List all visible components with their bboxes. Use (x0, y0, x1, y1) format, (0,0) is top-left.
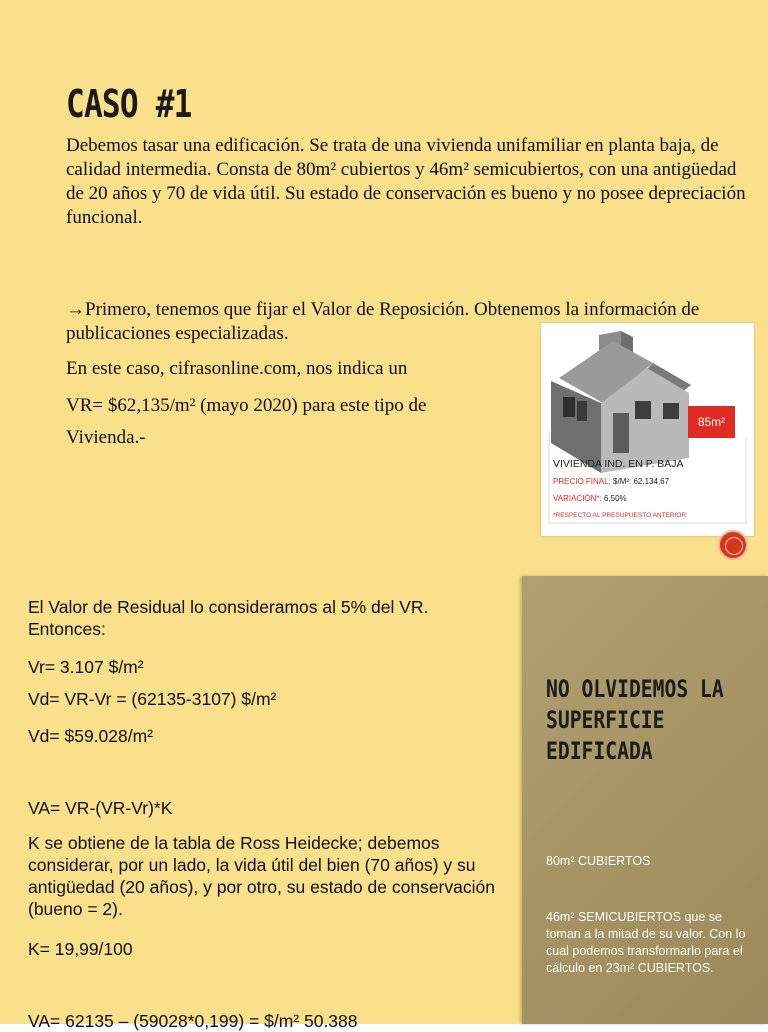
reposition-paragraph: →Primero, tenemos que fijar el Valor de Reposición. Obtenemos la información de publicaciones especializadas. (66, 299, 700, 344)
house-price-card (541, 323, 754, 536)
slide-calculo (0, 562, 768, 1031)
source-line: En este caso, cifrasonline.com, nos indica un (66, 358, 408, 379)
vd-formula-line: Vd= VR-Vr = (62135-3107) $/m² (28, 689, 277, 709)
area-badge: 85m² (688, 406, 735, 438)
k-explanation: K se obtiene de la tabla de Ross Heidecke; debemos considerar, por un lado, la vida útil del bien (70 años) y su antigüedad (20 años), y por otro, su estado de conservación (bueno = 2). (28, 833, 495, 919)
vr-line: VR= $62,135/m² (mayo 2020) para este tipo de (66, 395, 427, 416)
residual-paragraph: El Valor de Residual lo consideramos al 5% del VR. Entonces: (28, 597, 429, 639)
card-footnote: *RESPECTO AL PRESUPUESTO ANTERIOR (553, 512, 687, 519)
k-value-line: K= 19,99/100 (28, 939, 133, 959)
card-price (553, 477, 669, 486)
variation-label: VARIACIÓN*: (553, 494, 602, 503)
next-slide-button[interactable] (718, 530, 748, 560)
price-label: PRECIO FINAL: (553, 477, 611, 486)
covered-area-text: 80m² CUBIERTOS (546, 854, 651, 868)
card-variation (553, 494, 627, 503)
intro-paragraph: Debemos tasar una edificación. Se trata de una vivienda unifamiliar en planta baja, de calidad intermedia. Consta de 80m² cubiertos y 46m² semicubiertos, con una antigüedad de 20 años y 70 de vida útil. Su estado de conservación es bueno y no posee depreciación funcional. (66, 135, 746, 228)
slide-title: CASO #1 (66, 82, 192, 126)
surface-sidebar (522, 576, 768, 1024)
semicovered-area-text: 46m² SEMICUBIERTOS que se toman a la mitad de su valor. Con lo cual podemos transformarlo para el cálculo en 23m² CUBIERTOS. (546, 910, 746, 975)
vr-residual-line: Vr= 3.107 $/m² (28, 657, 144, 677)
card-title: VIVIENDA IND. EN P. BAJA (553, 458, 684, 470)
price-value: $/M²: 62.134,67 (613, 477, 670, 486)
va-formula-line: VA= VR-(VR-Vr)*K (28, 798, 173, 818)
vivienda-line: Vivienda.- (66, 427, 146, 448)
va-result-line: VA= 62135 – (59028*0,199) = $/m² 50.388 (28, 1011, 358, 1031)
sidebar-title: NO OLVIDEMOS LA SUPERFICIE EDIFICADA (546, 675, 724, 765)
variation-value: 6,50% (603, 494, 627, 503)
vd-result-line: Vd= $59.028/m² (28, 726, 154, 746)
